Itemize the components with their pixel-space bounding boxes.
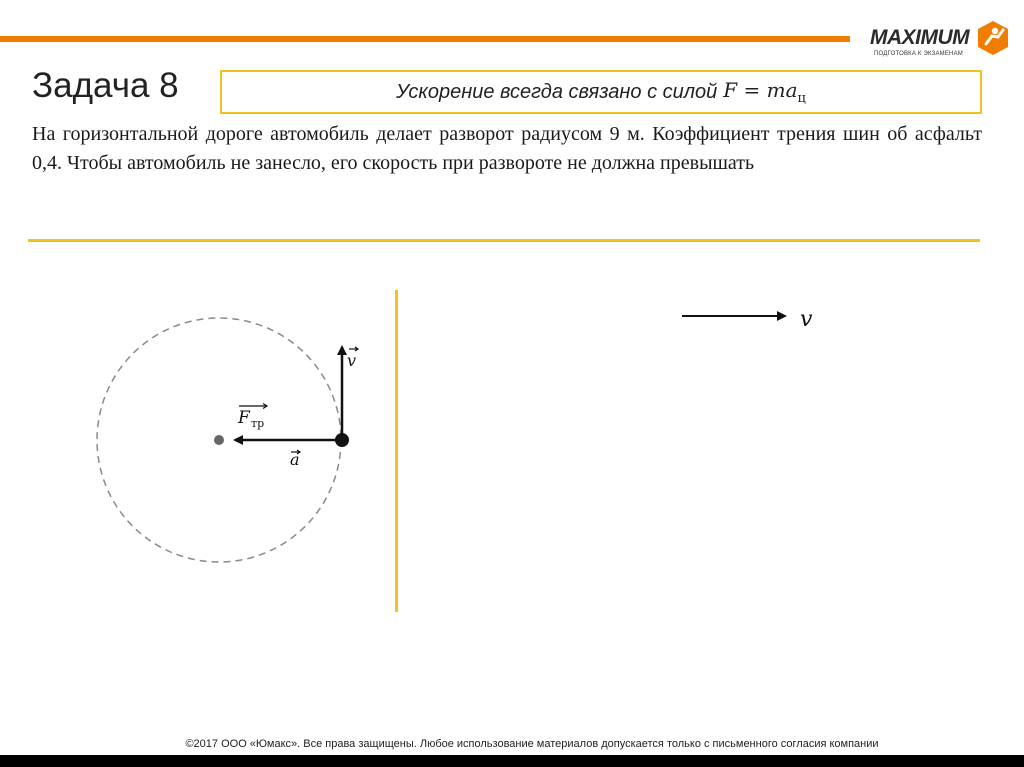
footer-copyright: ©2017 ООО «Юмакс». Все права защищены. Любое использование материалов допускается только с письменного согласия компании <box>185 738 879 750</box>
label-v: v <box>347 351 357 370</box>
label-v-right: v <box>800 307 813 332</box>
car-point <box>335 433 349 447</box>
center-point <box>214 435 224 445</box>
page-title: Задача 8 <box>32 66 179 105</box>
label-v-vector <box>347 347 358 370</box>
label-friction: F <box>238 408 250 428</box>
label-friction-vector <box>237 404 267 431</box>
hint-text: Ускорение всегда связано с силой <box>396 80 718 103</box>
label-friction-sub: тр <box>251 417 265 430</box>
bottom-bar <box>0 755 1024 767</box>
task-statement: На горизонтальной дороге автомобиль делает разворот радиусом 9 м. Коэффициент трения шин об асфальт 0,4. Чтобы автомобиль не занесло, его скорость при развороте не должна превышать <box>32 123 982 174</box>
hint-formula: $F = ma_ц$ <box>723 78 806 106</box>
logo-subtitle: ПОДГОТОВКА К ЭКЗАМЕНАМ <box>874 51 963 57</box>
label-a-vector <box>290 450 300 469</box>
logo-wordmark: MAXIMUM <box>870 26 970 49</box>
label-a: a <box>290 450 300 469</box>
